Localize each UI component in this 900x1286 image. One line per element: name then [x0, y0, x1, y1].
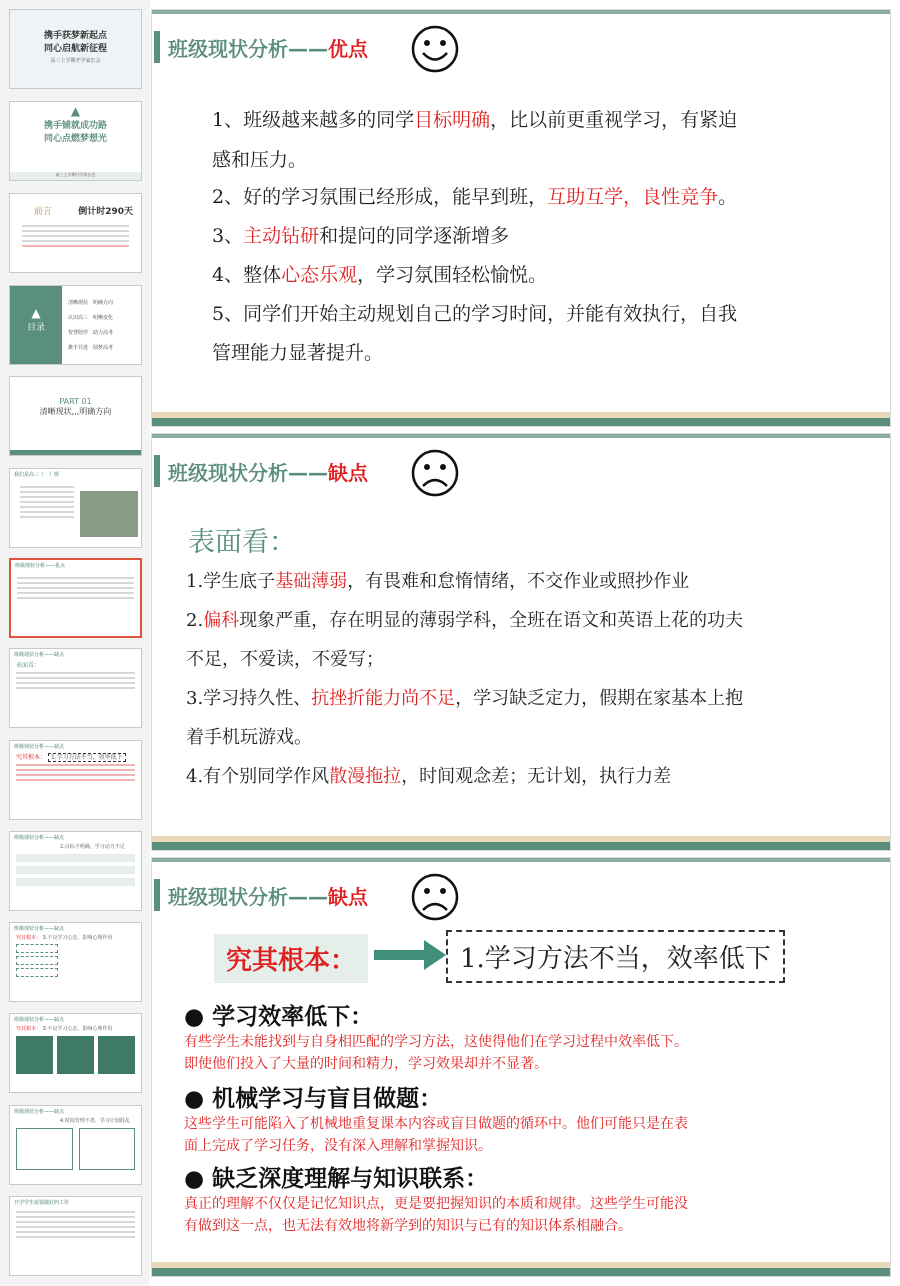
heading-suffix: 优点 — [328, 36, 368, 61]
bullet-body: 真正的理解不仅仅是记忆知识点，更是要把握知识的本质和规律。这些学生可能没 有做到这一点，也无法有效地将新学到的知识与已有的知识体系相融合。 — [184, 1196, 688, 1234]
thumb-cause: 2.目标不明确，学习动力不足 — [60, 844, 125, 850]
root-cause-box: 1.学习方法不当，效率低下 — [446, 930, 785, 983]
thumb-heading: 班级现状分析——缺点 — [14, 1109, 65, 1115]
toc-item: 认识高三 明晰变化 — [68, 315, 114, 321]
thumbnail-5[interactable] — [9, 376, 142, 456]
heading-suffix: 缺点 — [328, 884, 368, 909]
thumb-heading: 班级现状分析——缺点 — [14, 1017, 65, 1023]
thumbnail-14[interactable] — [9, 1196, 142, 1276]
thumb-heading: 班级现状分析——缺点 — [14, 744, 65, 750]
thumb-title: 清晰现状,,,明确方向 — [39, 407, 112, 416]
toc-item: 携手共进 圆梦高考 — [68, 345, 114, 351]
thumb-cause: 3.不良学习心态，影响心理作用 — [42, 1026, 113, 1032]
thumbnail-7[interactable] — [9, 558, 142, 638]
thumb-part-label: PART 01 — [59, 397, 92, 406]
thumb-title: 同心启航新征程 — [43, 44, 107, 54]
slide-disadvantages-root — [152, 858, 890, 1276]
heading-prefix: 班级现状分析—— — [168, 36, 328, 61]
sad-face-icon — [410, 448, 460, 498]
graduation-cap-icon: ▲ — [31, 306, 41, 320]
disadvantage-line: 4.有个别同学作风散漫拖拉，时间观念差；无计划，执行力差 — [186, 766, 672, 787]
bullet-heading: ● 缺乏深度理解与知识联系： — [184, 1165, 489, 1192]
thumbnail-12[interactable] — [9, 1013, 142, 1093]
thumb-toc-panel — [10, 286, 62, 364]
advantage-line: 4、整体心态乐观，学习氛围轻松愉悦。 — [212, 264, 548, 286]
advantage-line: 感和压力。 — [212, 149, 308, 171]
advantage-line: 2、好的学习氛围已经形成，能早到班，互助互学，良性竞争。 — [212, 186, 738, 208]
disadvantage-line: 不足，不爱读，不爱写； — [186, 649, 384, 670]
thumb-heading: 开学学生需要做好的工作 — [14, 1200, 70, 1206]
thumb-toc-label: 目录 — [26, 323, 45, 333]
thumb-heading: 班级现状分析——缺点 — [14, 926, 65, 932]
thumbnail-3[interactable] — [9, 193, 142, 273]
thumb-footer: 高三上学期开学家长会 — [10, 172, 141, 180]
heading-suffix: 缺点 — [328, 460, 368, 485]
bullet-heading: ● 学习效率低下： — [184, 1003, 374, 1030]
thumb-heading: 班级现状分析——优点 — [15, 563, 66, 569]
bullet-heading: ● 机械学习与盲目做题： — [184, 1085, 443, 1112]
thumbnail-4[interactable] — [9, 285, 142, 365]
thumb-cause: 3.不良学习心态，影响心理作用 — [42, 935, 113, 941]
arrow-right-icon — [374, 940, 446, 970]
thumb-subtitle: 高三上学期开学家长会 — [50, 58, 101, 64]
advantage-line: 管理能力显著提升。 — [212, 342, 384, 364]
thumbnail-1[interactable] — [9, 9, 142, 89]
disadvantage-line: 着手机玩游戏。 — [186, 727, 312, 748]
thumb-heading: 班级现状分析——缺点 — [14, 652, 65, 658]
class-photo — [80, 491, 138, 537]
thumbnail-2[interactable] — [9, 101, 142, 181]
thumbnail-6[interactable] — [9, 468, 142, 548]
disadvantage-line: 1.学生底子基础薄弱，有畏难和怠惰情绪，不交作业或照抄作业 — [186, 571, 690, 592]
sad-face-icon — [410, 872, 460, 922]
thumbnail-10[interactable] — [9, 831, 142, 911]
slide-heading — [154, 878, 368, 912]
toc-item: 清晰现状 明确方向 — [68, 300, 114, 306]
root-cause-label: 究其根本： — [214, 934, 368, 983]
thumb-cause: 4.时间管理不善，学习计划混乱 — [60, 1118, 130, 1124]
thumb-countdown: 倒计时290天 — [78, 207, 133, 217]
thumb-title: 携手获梦新起点 — [43, 31, 107, 41]
heading-prefix: 班级现状分析—— — [168, 884, 328, 909]
thumb-heading: 前言 — [34, 207, 53, 217]
thumbnail-9[interactable] — [9, 740, 142, 820]
slide-advantages — [152, 10, 890, 426]
thumb-cause: 1.学习方法不当，效率低下 — [48, 753, 126, 762]
disadvantage-line: 3.学习持久性、抗挫折能力尚不足，学习缺乏定力，假期在家基本上抱 — [186, 688, 744, 709]
surface-label: 表面看： — [188, 527, 296, 558]
thumbnail-11[interactable] — [9, 922, 142, 1002]
graduation-cap-icon: ▲ — [70, 104, 81, 118]
advantage-line: 3、主动钻研和提问的同学逐渐增多 — [212, 225, 510, 247]
thumbnail-13[interactable] — [9, 1105, 142, 1185]
toc-item: 智慧陪伴 助力高考 — [68, 330, 114, 336]
disadvantage-line: 2.偏科现象严重，存在明显的薄弱学科，全班在语文和英语上花的功夫 — [186, 610, 744, 631]
thumb-title: 携手铺就成功路 — [43, 121, 107, 131]
smiley-face-icon — [410, 24, 460, 74]
thumb-sub: 表面看： — [16, 662, 41, 669]
advantage-line: 1、班级越来越多的同学目标明确，比以前更重视学习，有紧迫 — [212, 109, 738, 131]
bullet-body: 这些学生可能陷入了机械地重复课本内容或盲目做题的循环中。他们可能只是在表 面上完成了学习任务，没有深入理解和掌握知识。 — [184, 1116, 688, 1154]
slide-thumbnail-panel — [0, 0, 150, 1286]
thumb-heading: 班级现状分析——缺点 — [14, 835, 65, 841]
thumb-heading: 我们是高三（ ）班 — [14, 472, 60, 478]
thumb-root: 究其根本： — [16, 754, 47, 761]
heading-prefix: 班级现状分析—— — [168, 460, 328, 485]
slide-heading — [154, 30, 368, 64]
thumb-root: 究其根本： — [16, 1026, 42, 1032]
slide-disadvantages-surface — [152, 434, 890, 850]
advantage-line: 5、同学们开始主动规划自己的学习时间，并能有效执行，自我 — [212, 303, 738, 325]
slide-heading — [154, 454, 368, 488]
bullet-body: 有些学生未能找到与自身相匹配的学习方法，这使得他们在学习过程中效率低下。 即使他们投入了大量的时间和精力，学习效果却并不显著。 — [184, 1034, 688, 1072]
thumb-root: 究其根本： — [16, 935, 42, 941]
thumb-title: 同心点燃梦想光 — [43, 134, 107, 144]
thumbnail-8[interactable] — [9, 648, 142, 728]
